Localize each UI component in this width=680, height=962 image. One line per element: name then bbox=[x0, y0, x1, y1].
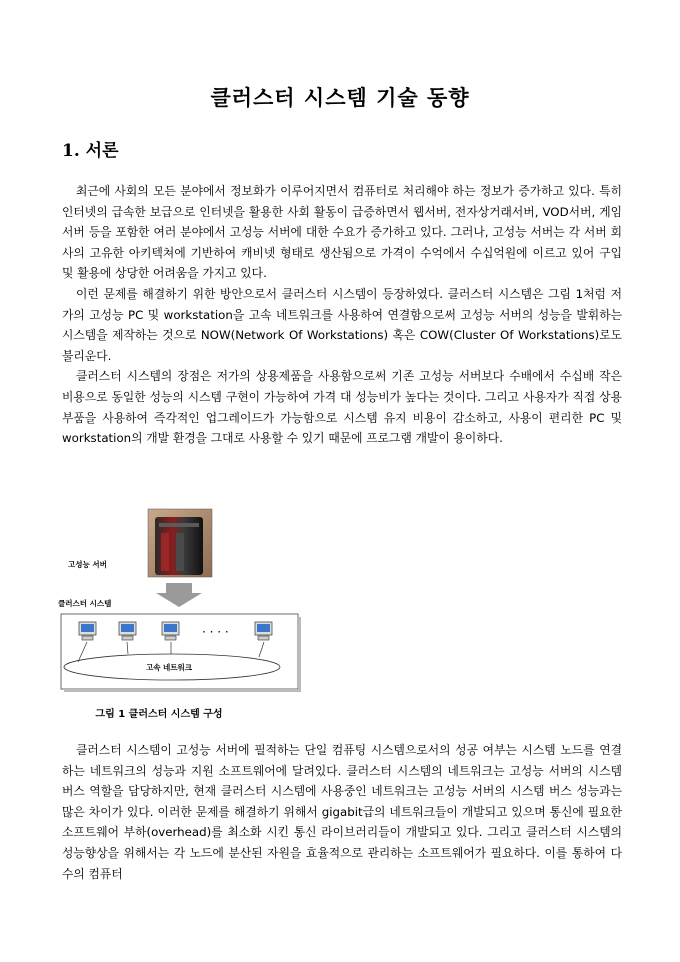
section-heading: 1. 서론 bbox=[62, 141, 119, 161]
network-label: 고속 네트워크 bbox=[145, 663, 193, 672]
down-arrow-icon bbox=[156, 583, 202, 607]
figure-cluster-system bbox=[54, 505, 314, 720]
paragraph: 클러스터 시스템의 장점은 저가의 상용제품을 사용함으로써 기존 고성능 서버보다 수배에서 수십배 작은 비용으로 동일한 성능의 시스템 구현이 가능하여 가격 대 성능비가 높다는 것이다. 그리고 사용자가 직접 상용부품을 사용하여 즉각적인 업그레이드가 가능함으로 시스템 유지 비용이 감소하고, 사용이 편리한 PC 및 workstation의 개발 환경을 그대로 사용할 수 있기 때문에 프로그램 개발이 용이하다. bbox=[62, 369, 622, 446]
server-label: 고성능 서버 bbox=[68, 560, 107, 569]
body-text-continued bbox=[62, 740, 622, 884]
paragraph: 최근에 사회의 모든 분야에서 정보화가 이루어지면서 컴퓨터로 처리해야 하는 정보가 증가하고 있다. 특히 인터넷의 급속한 보급으로 인터넷을 활용한 사회 활동이 급증하면서 웹서버, 전자상거래서버, VOD서버, 게임서버 등을 포함한 여러 분야에서 고성능 서버에 대한 수요가 증가하고 있다. 그러나, 고성능 서버는 각 서버 회사의 고유한 아키텍쳐에 기반하여 캐비넷 형태로 생산됨으로 가격이 수억에서 수십억원에 이르고 있어 구입 및 활용에 상당한 어려움을 가지고 있다. bbox=[62, 184, 622, 281]
cluster-diagram bbox=[54, 505, 314, 700]
figure-caption: 그림 1 클러스터 시스템 구성 bbox=[95, 709, 223, 720]
paragraph: 클러스터 시스템이 고성능 서버에 필적하는 단일 컴퓨팅 시스템으로서의 성공 여부는 시스템 노드를 연결하는 네트워크의 성능과 지원 소프트웨어에 달려있다. 클러스터 시스템의 네트워크는 고성능 서버의 시스템 버스 역할을 담당하지만, 현재 클러스터 시스템에 사용중인 네트워크는 고성능 서버의 시스템 버스 성능과는 많은 차이가 있다. 이러한 문제를 해결하기 위해서 gigabit급의 네트워크들이 개발되고 있으며 통신에 필요한 소프트웨어 부하(overhead)를 최소화 시킨 통신 라이브러리들이 개발되고 있다. 그리고 클러스터 시스템의 성능향상을 위해서는 각 노드에 분산된 자원을 효율적으로 관리하는 소프트웨어가 필요하다. 이를 통하여 다수의 컴퓨터 bbox=[62, 743, 622, 881]
cluster-label: 클러스터 시스템 bbox=[58, 599, 112, 608]
page-title: 클러스터 시스템 기술 동향 bbox=[210, 85, 470, 110]
intro-text bbox=[62, 181, 622, 449]
server-image bbox=[148, 509, 212, 577]
ellipsis-text: · · · · bbox=[202, 625, 229, 639]
paragraph: 이런 문제를 해결하기 위한 방안으로서 클러스터 시스템이 등장하였다. 클러스터 시스템은 그림 1처럼 저가의 고성능 PC 및 workstation을 고속 네트워크를 사용하여 연결함으로써 고성능 서버의 성능을 발휘하는 시스템을 제작하는 것으로 NOW(Network Of Workstations) 혹은 COW(Cluster Of Workstations)로도 불리운다. bbox=[62, 286, 622, 363]
